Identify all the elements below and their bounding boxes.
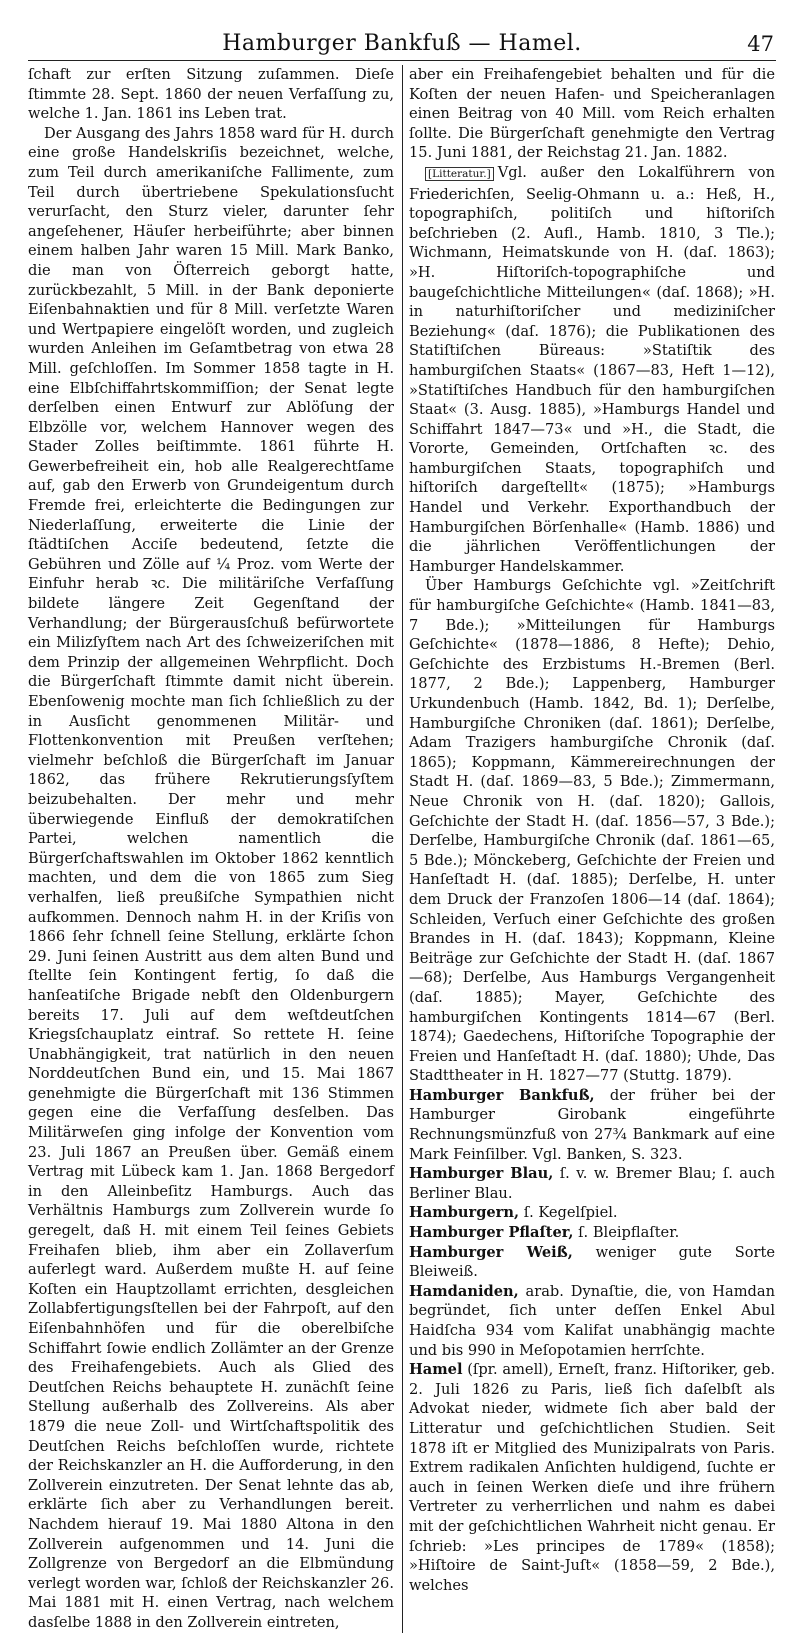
- entry: [409, 1223, 775, 1243]
- paragraph: ſchaft zur erſten Sitzung zuſammen. Dieſe ſtimmte 28. Sept. 1860 der neuen Verfaſſung zu, welche 1. Jan. 1861 ins Leben trat.: [28, 66, 394, 123]
- entry-text: (ſpr. amell), Erneſt, franz. Hiſtoriker, geb. 2. Juli 1826 zu Paris, ließ ſich daſelbſt als Advokat nieder, widmete ſich aber bald der Litteratur und geſchichtlichen Studien. Seit 1878 iſt er Mitglied des Munizipalrats von Paris. Extrem radikalen Anſichten huldigend, ſuchte er auch in ſeinen Werken dieſe und ihre frühern Vertreter zu verherrlichen und nahm es dabei mit der geſchichtlichen Wahrheit nicht genau. Er ſchrieb: »Les principes de 1789« (1858); »Hiſtoire de Saint-Juſt« (1858—59, 2 Bde.), welches: [409, 1361, 775, 1594]
- literature-label: [Litteratur.]: [425, 167, 494, 181]
- entry-headword: Hamburgern,: [409, 1204, 520, 1222]
- running-title: Hamburger Bankfuß — Hamel.: [222, 31, 582, 56]
- entry: [409, 1243, 775, 1282]
- paragraph: Über Hamburgs Geſchichte vgl. »Zeitſchrift für hamburgiſche Geſchichte« (Hamb. 1841—83, 7 Bde.); »Mitteilungen für Hamburgs Geſchichte« (1878—1886, 8 Hefte); Dehio, Geſchichte des Erzbistums H.-Bremen (Berl. 1877, 2 Bde.); Lappenberg, Hamburger Urkundenbuch (Hamb. 1842, Bd. 1); Derſelbe, Hamburgiſche Chroniken (daſ. 1861); Derſelbe, Adam Trazigers hamburgiſche Chronik (daſ. 1865); Koppmann, Kämmereirechnungen der Stadt H. (daſ. 1869—83, 5 Bde.); Zimmermann, Neue Chronik von H. (daſ. 1820); Gallois, Geſchichte der Stadt H. (daſ. 1856—57, 3 Bde.); Derſelbe, Hamburgiſche Chronik (daſ. 1861—65, 5 Bde.); Mönckeberg, Geſchichte der Freien und Hanſeſtadt H. (daſ. 1885); Derſelbe, H. unter dem Druck der Franzoſen 1806—14 (daſ. 1864); Schleiden, Verſuch einer Geſchichte des großen Brandes in H. (daſ. 1843); Koppmann, Kleine Beiträge zur Geſchichte der Stadt H. (daſ. 1867—68); Derſelbe, Aus Hamburgs Vergangenheit (daſ. 1885); Mayer, Geſchichte des hamburgiſchen Kontingents 1814—67 (Berl. 1874); Gaedechens, Hiſtoriſche Topographie der Freien und Hanſeſtadt H. (daſ. 1880); Uhde, Das Stadttheater in H. 1827—77 (Stuttg. 1879).: [409, 577, 775, 1085]
- entry: [409, 1086, 775, 1164]
- entry: [409, 1282, 775, 1360]
- entry-text: ſ. Kegelſpiel.: [519, 1204, 618, 1222]
- left-column: [28, 65, 394, 1633]
- running-header: [28, 26, 776, 61]
- entry-headword: Hamburger Bankfuß,: [409, 1086, 595, 1104]
- column-divider: [402, 65, 403, 1633]
- entry-headword: Hamel: [409, 1361, 463, 1379]
- paragraph: Der Ausgang des Jahrs 1858 ward für H. durch eine große Handelskriſis bezeichnet, welche, zum Teil durch amerikaniſche Fallimente, zum Teil durch übertriebene Spekulationsſucht verurſacht, den Sturz vieler, darunter ſehr angeſehener, Häuſer herbeiführte; aber binnen einem halben Jahr waren 15 Mill. Mark Banko, die man von Öſterreich geborgt hatte, zurückbezahlt, 5 Mill. in der Bank deponierte Eiſenbahnaktien und für 8 Mill. verſetzte Waren und Wertpapiere eingelöſt worden, und zugleich wurden Anleihen im Geſamtbetrag von etwa 28 Mill. geſchloſſen. Im Sommer 1858 tagte in H. eine Elbſchiffahrtskommiſſion; der Senat legte derſelben einen Entwurf zur Ablöſung der Elbzölle vor, welchem Hannover wegen des Stader Zolles beiſtimmte. 1861 führte H. Gewerbefreiheit ein, hob alle Realgerechtſame auf, gab den Erwerb von Grundeigentum durch Fremde frei, erleichterte die Bedingungen zur Niederlaſſung, erweiterte die Linie der ſtädtiſchen Acciſe bedeutend, ſetzte die Gebühren und Zölle auf ¼ Proz. vom Werte der Einfuhr herab ꝛc. Die militäriſche Verfaſſung bildete längere Zeit Gegenſtand der Verhandlung; der Bürgerausſchuß befürwortete ein Milizſyſtem nach Art des ſchweizeriſchen mit dem Prinzip der allgemeinen Wehrpflicht. Doch die Bürgerſchaft ſtimmte damit nicht überein. Ebenſowenig mochte man ſich ſchließlich zu der in Ausſicht genommenen Militär- und Flottenkonvention mit Preußen verſtehen; vielmehr beſchloß die Bürgerſchaft im Januar 1862, das frühere Rekrutierungsſyſtem beizubehalten. Der mehr und mehr überwiegende Einfluß der demokratiſchen Partei, welchen namentlich die Bürgerſchaftswahlen im Oktober 1862 kenntlich machten, und dem die von 1865 zum Sieg verhalfen, ließ preußiſche Sympathien nicht aufkommen. Dennoch nahm H. in der Kriſis von 1866 ſehr ſchnell ſeine Stellung, erklärte ſchon 29. Juni ſeinen Austritt aus dem alten Bund und ſtellte ſein Kontingent fertig, ſo daß die hanſeatiſche Brigade nebſt den Oldenburgern bereits 17. Juli auf dem weſtdeutſchen Kriegsſchauplatz eintraf. So rettete H. ſeine Unabhängigkeit, trat natürlich in den neuen Norddeutſchen Bund ein, und 15. Mai 1867 genehmigte die Bürgerſchaft mit 136 Stimmen gegen eine die Verfaſſung desſelben. Das Militärweſen ging infolge der Konvention vom 23. Juli 1867 an Preußen über. Gemäß einem Vertrag mit Lübeck kam 1. Jan. 1868 Bergedorf in den Alleinbeſitz Hamburgs. Auch das Verhältnis Hamburgs zum Zollverein wurde ſo geregelt, daß H. mit einem Teil ſeines Gebiets Freihafen blieb, ihm aber ein Zollaverſum auferlegt ward. Außerdem mußte H. auf ſeine Koſten ein Hauptzollamt errichten, desgleichen Zollabfertigungsſtellen bei der Fahrpoſt, auf den Eiſenbahnhöfen und für die oberelbiſche Schiffahrt ſowie endlich Zollämter an der Grenze des Freihafengebiets. Auch als Glied des Deutſchen Reichs behauptete H. zunächſt ſeine Stellung außerhalb des Zollvereins. Als aber 1879 die neue Zoll- und Wirtſchaftspolitik des Deutſchen Reichs beſchloſſen wurde, richtete der Reichskanzler an H. die Aufforderung, in den Zollverein einzutreten. Der Senat lehnte das ab, erklärte ſich aber zu Verhandlungen bereit. Nachdem hierauf 19. Mai 1880 Altona in den Zollverein aufgenommen und 14. Juni die Zollgrenze von Bergedorf an die Elbmündung verlegt worden war, ſchloß der Reichskanzler 26. Mai 1881 mit H. einen Vertrag, nach welchem dasſelbe 1888 in den Zollverein eintreten,: [28, 124, 394, 1631]
- text-columns: [28, 65, 776, 1633]
- entry-headword: Hamburger Blau,: [409, 1165, 554, 1183]
- entry: [409, 1203, 775, 1223]
- entry: [409, 1164, 775, 1203]
- entry-headword: Hamburger Pflaſter,: [409, 1224, 574, 1242]
- entry-text: ſ. v. w. Bremer Blau; ſ. auch Berliner Blau.: [409, 1165, 775, 1202]
- entry-headword: Hamburger Weiß,: [409, 1243, 573, 1261]
- entry-text: der früher bei der Hamburger Girobank eingeführte Rechnungsmünzfuß von 27¾ Bankmark auf eine Mark Feinſilber. Vgl. Banken, S. 323.: [409, 1086, 775, 1163]
- page-number: 47: [747, 32, 774, 56]
- entry: [409, 1360, 775, 1595]
- entry-text: ſ. Bleipflaſter.: [573, 1224, 680, 1242]
- entry-text: arab. Dynaſtie, die, von Hamdan begründet, ſich unter deſſen Enkel Abul Haidſcha 934 vom Kalifat unabhängig machte und bis 990 in Meſopotamien herrſchte.: [409, 1282, 775, 1359]
- literature-paragraph: [409, 163, 775, 576]
- entry-headword: Hamdaniden,: [409, 1282, 519, 1300]
- entry-text: weniger gute Sorte Bleiweiß.: [409, 1243, 775, 1281]
- paragraph: aber ein Freihafengebiet behalten und für die Koſten der neuen Hafen- und Speicheranlagen einen Beitrag von 40 Mill. vom Reich erhalten ſollte. Die Bürgerſchaft genehmigte den Vertrag 15. Juni 1881, der Reichstag 21. Jan. 1882.: [409, 66, 775, 162]
- right-column: [409, 65, 775, 1633]
- literature-text: Vgl. außer den Lokalführern von Friederichſen, Seelig-Ohmann u. a.: Heß, H., topographiſch, politiſch und hiſtoriſch beſchrieben (2. Aufl., Hamb. 1810, 3 Tle.); Wichmann, Heimatskunde von H. (daſ. 1863); »H. Hiſtoriſch-topographiſche und baugeſchichtliche Mitteilungen« (daſ. 1868); »H. in naturhiſtoriſcher und mediziniſcher Beziehung« (daſ. 1876); die Publikationen des Statiſtiſchen Büreaus: »Statiſtik des hamburgiſchen Staats« (1867—83, Heft 1—12), »Statiſtiſches Handbuch für den hamburgiſchen Staat« (3. Ausg. 1885), »Hamburgs Handel und Schiffahrt 1847—73« und »H., die Stadt, die Vororte, Gemeinden, Ortſchaften ꝛc. des hamburgiſchen Staats, topographiſch und hiſtoriſch dargeſtellt« (1875); »Hamburgs Handel und Verkehr. Exporthandbuch der Hamburgiſchen Börſenhalle« (Hamb. 1886) und die jährlichen Veröffentlichungen der Hamburger Handelskammer.: [409, 163, 775, 575]
